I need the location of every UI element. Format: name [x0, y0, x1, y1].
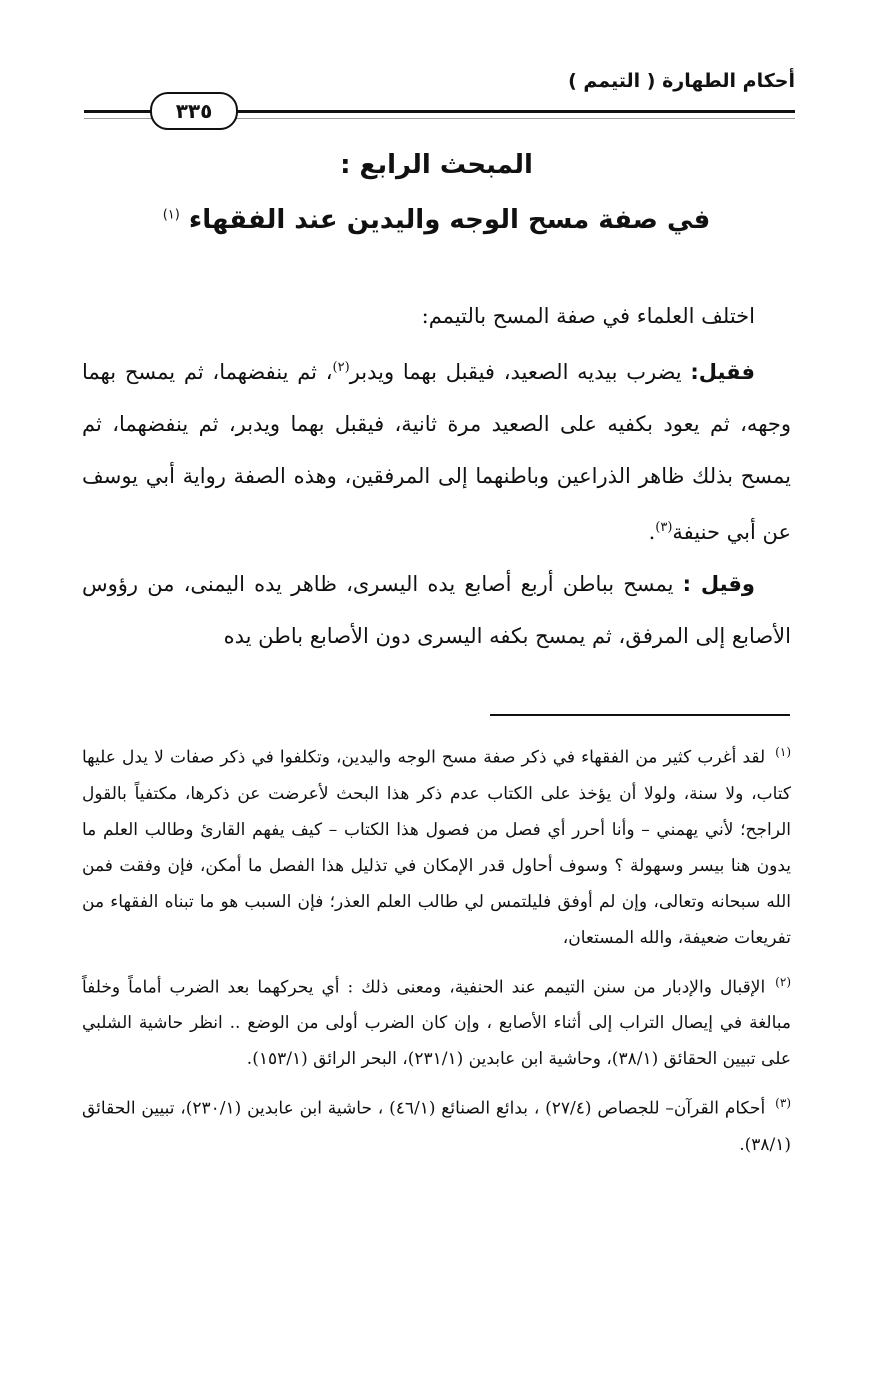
section-title-text: في صفة مسح الوجه واليدين عند الفقهاء	[188, 205, 711, 235]
footnote-number: (١)	[775, 745, 791, 759]
footnote-text: لقد أغرب كثير من الفقهاء في ذكر صفة مسح الوجه واليدين، وتكلفوا في ذكر صفات لا يدل عليها كتاب، ولا سنة، ولولا أن يؤخذ على الكتاب عدم ذكر هذا البحث لأعرضت عن ذكرها، مكتفياً بالقول الراجح؛ لأني يهمني – وأنا أحرر أي فصل من فصول هذا الكتاب – كيف يفهم القارئ وطالب العلم ما يدون هنا بيسر وسهولة ؟ وسوف أحاول قدر الإمكان في تذليل هذا الفصل ما أمكن، فإن وفقت فمن الله سبحانه وتعالى، وإن لم أوفق فليلتمس لي طالب العلم العذر؛ فإن السبب هو ما تبناه الفقهاء من تفريعات ضعيفة، والله المستعان،	[82, 747, 791, 948]
footnote-ref[interactable]: (٢)	[332, 360, 350, 375]
footnote-number: (٣)	[775, 1096, 791, 1111]
intro-paragraph: اختلف العلماء في صفة المسح بالتيمم:	[421, 304, 755, 328]
paragraph-end: .	[648, 520, 656, 544]
section-label: المبحث الرابع :	[340, 150, 533, 180]
paragraph-lead: فقيل:	[690, 360, 755, 384]
paragraph-text: ، ثم ينفضهما، ثم يمسح بهما وجهه، ثم يعود بكفيه على الصعيد مرة ثانية، فيقبل بهما ويدبر، ثم ينفضهما، ثم يمسح بذلك ظاهر الذراعين وباطنهما إلى المرفقين، وهذه الصفة رواية أبي يوسف عن أبي حنيفة	[82, 360, 791, 544]
footnotes	[82, 734, 791, 1171]
running-title: أحكام الطهارة ( التيمم )	[568, 70, 795, 92]
footnote-text: أحكام القرآن– للجصاص (٢٧/٤) ، بدائع الصنائع (٤٦/١) ، حاشية ابن عابدين (٢٣٠/١)، تبيين الحقائق (٣٨/١).	[82, 1098, 791, 1155]
footnote-ref[interactable]: (٣)	[655, 520, 673, 535]
footnote-number: (٢)	[775, 974, 791, 989]
footnote	[82, 964, 791, 1078]
footnote-text: الإقبال والإدبار من سنن التيمم عند الحنفية، ومعنى ذلك : أي يحركهما بعد الضرب أماماً وخلفاً مبالغة في إيصال التراب إلى أثناء الأصابع ، وإن كان الضرب أولى من الوضع .. انظر حاشية الشلبي على تبيين الحقائق (٣٨/١)، وحاشية ابن عابدين (٢٣١/١)، البحر الرائق (١٥٣/١).	[82, 977, 791, 1070]
footnote	[82, 1085, 791, 1163]
paragraph-text: يضرب بيديه الصعيد، فيقبل بهما ويدبر	[349, 360, 691, 384]
section-title	[0, 205, 873, 235]
page-number: ٣٣٥	[150, 92, 238, 130]
body-text	[82, 290, 791, 662]
footnote-ref[interactable]: (١)	[162, 207, 180, 223]
footnote-separator	[490, 714, 790, 716]
paragraph-1	[82, 342, 791, 558]
paragraph-lead: وقيل :	[682, 572, 755, 596]
footnote	[82, 734, 791, 956]
paragraph-text: يمسح بباطن أربع أصابع يده اليسرى، ظاهر يده اليمنى، من رؤوس الأصابع إلى المرفق، ثم يمسح بكفه اليسرى دون الأصابع باطن يده	[82, 572, 791, 648]
paragraph-2	[82, 558, 791, 662]
